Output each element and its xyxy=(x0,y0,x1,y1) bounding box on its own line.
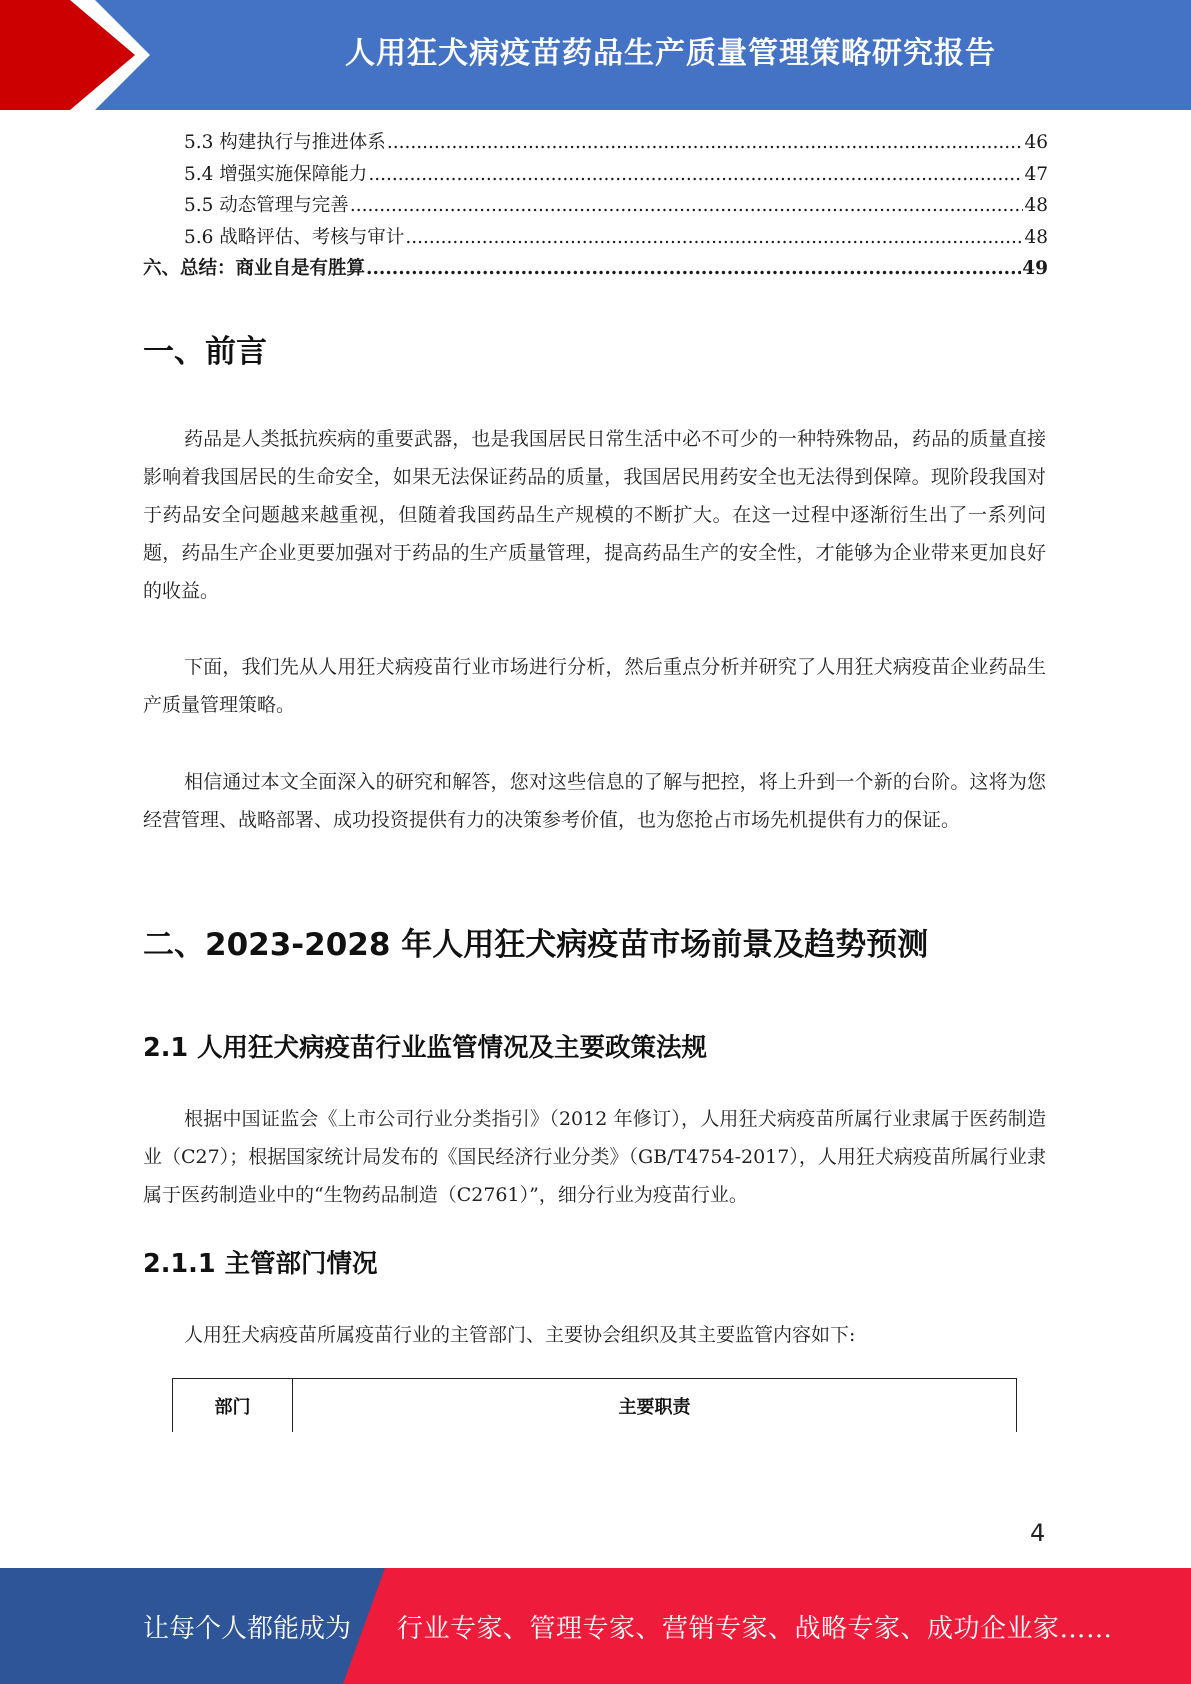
section-heading-forecast: 二、2023-2028 年人用狂犬病疫苗市场前景及趋势预测 xyxy=(143,927,929,963)
preface-paragraph: 相信通过本文全面深入的研究和解答，您对这些信息的了解与把控，将上升到一个新的台阶。这将为您经营管理、战略部署、成功投资提供有力的决策参考价值，也为您抢占市场先机提供有力的保证。 xyxy=(143,771,1046,831)
toc-entry[interactable] xyxy=(143,128,1048,160)
toc-dot-leader xyxy=(387,132,1024,153)
toc-entry-label: 5.3 构建执行与推进体系 xyxy=(184,132,386,153)
table-header-department: 部门 xyxy=(173,1379,293,1432)
page-number: 4 xyxy=(1030,1519,1046,1547)
toc-dot-leader xyxy=(366,258,1021,279)
toc-entry-label: 5.6 战略评估、考核与审计 xyxy=(184,226,405,248)
toc-entry[interactable] xyxy=(143,254,1048,286)
footer-slogan-left: 让每个人都能成为 xyxy=(143,1613,352,1644)
footer-slogan-right: 行业专家、管理专家、营销专家、战略专家、成功企业家…… xyxy=(397,1613,1113,1644)
toc-entry[interactable] xyxy=(143,191,1048,223)
page-footer xyxy=(0,1568,1191,1684)
report-title: 人用狂犬病疫苗药品生产质量管理策略研究报告 xyxy=(345,36,996,71)
toc-entry-page: 48 xyxy=(1024,195,1048,216)
subsection-2-1-paragraph: 根据中国证监会《上市公司行业分类指引》（2012 年修订），人用狂犬病疫苗所属行业隶属于医药制造业（C27）；根据国家统计局发布的《国民经济行业分类》（GB/T4754-2017），人用狂犬病疫苗所属行业隶属于医药制造业中的“生物药品制造（C2761）”，细分行业为疫苗行业。 xyxy=(143,1108,1046,1206)
toc-entry-page: 49 xyxy=(1022,258,1048,279)
toc-entry[interactable] xyxy=(143,160,1048,192)
toc-entry-page: 46 xyxy=(1024,132,1048,153)
toc-dot-leader xyxy=(368,164,1023,185)
table-of-contents xyxy=(143,128,1048,286)
section-heading-preface: 一、前言 xyxy=(143,334,267,370)
toc-entry[interactable] xyxy=(143,223,1048,255)
subsection-heading-2-1: 2.1 人用狂犬病疫苗行业监管情况及主要政策法规 xyxy=(143,1033,708,1063)
table-header-duties: 主要职责 xyxy=(618,1396,691,1418)
toc-entry-page: 47 xyxy=(1024,163,1048,185)
toc-entry-page: 48 xyxy=(1024,226,1048,248)
departments-table xyxy=(172,1378,1017,1432)
subsection-heading-2-1-1: 2.1.1 主管部门情况 xyxy=(143,1249,378,1279)
preface-paragraph: 药品是人类抵抗疾病的重要武器，也是我国居民日常生活中必不可少的一种特殊物品，药品的质量直接影响着我国居民的生命安全，如果无法保证药品的质量，我国居民用药安全也无法得到保障。现阶段我国对于药品安全问题越来越重视，但随着我国药品生产规模的不断扩大。在这一过程中逐渐衍生出了一系列问题，药品生产企业更要加强对于药品的生产质量管理，提高药品生产的安全性，才能够为企业带来更加良好的收益。 xyxy=(143,428,1046,602)
toc-entry-label: 5.5 动态管理与完善 xyxy=(184,195,349,216)
toc-entry-label: 六、总结：商业自是有胜算 xyxy=(143,258,366,279)
toc-dot-leader xyxy=(405,227,1023,248)
subsection-2-1-1-paragraph: 人用狂犬病疫苗所属疫苗行业的主管部门、主要协会组织及其主要监管内容如下: xyxy=(184,1324,856,1346)
toc-entry-label: 5.4 增强实施保障能力 xyxy=(184,163,368,185)
preface-paragraph: 下面，我们先从人用狂犬病疫苗行业市场进行分析，然后重点分析并研究了人用狂犬病疫苗企业药品生产质量管理策略。 xyxy=(143,656,1046,716)
toc-dot-leader xyxy=(350,195,1024,216)
page-header xyxy=(0,0,1191,110)
